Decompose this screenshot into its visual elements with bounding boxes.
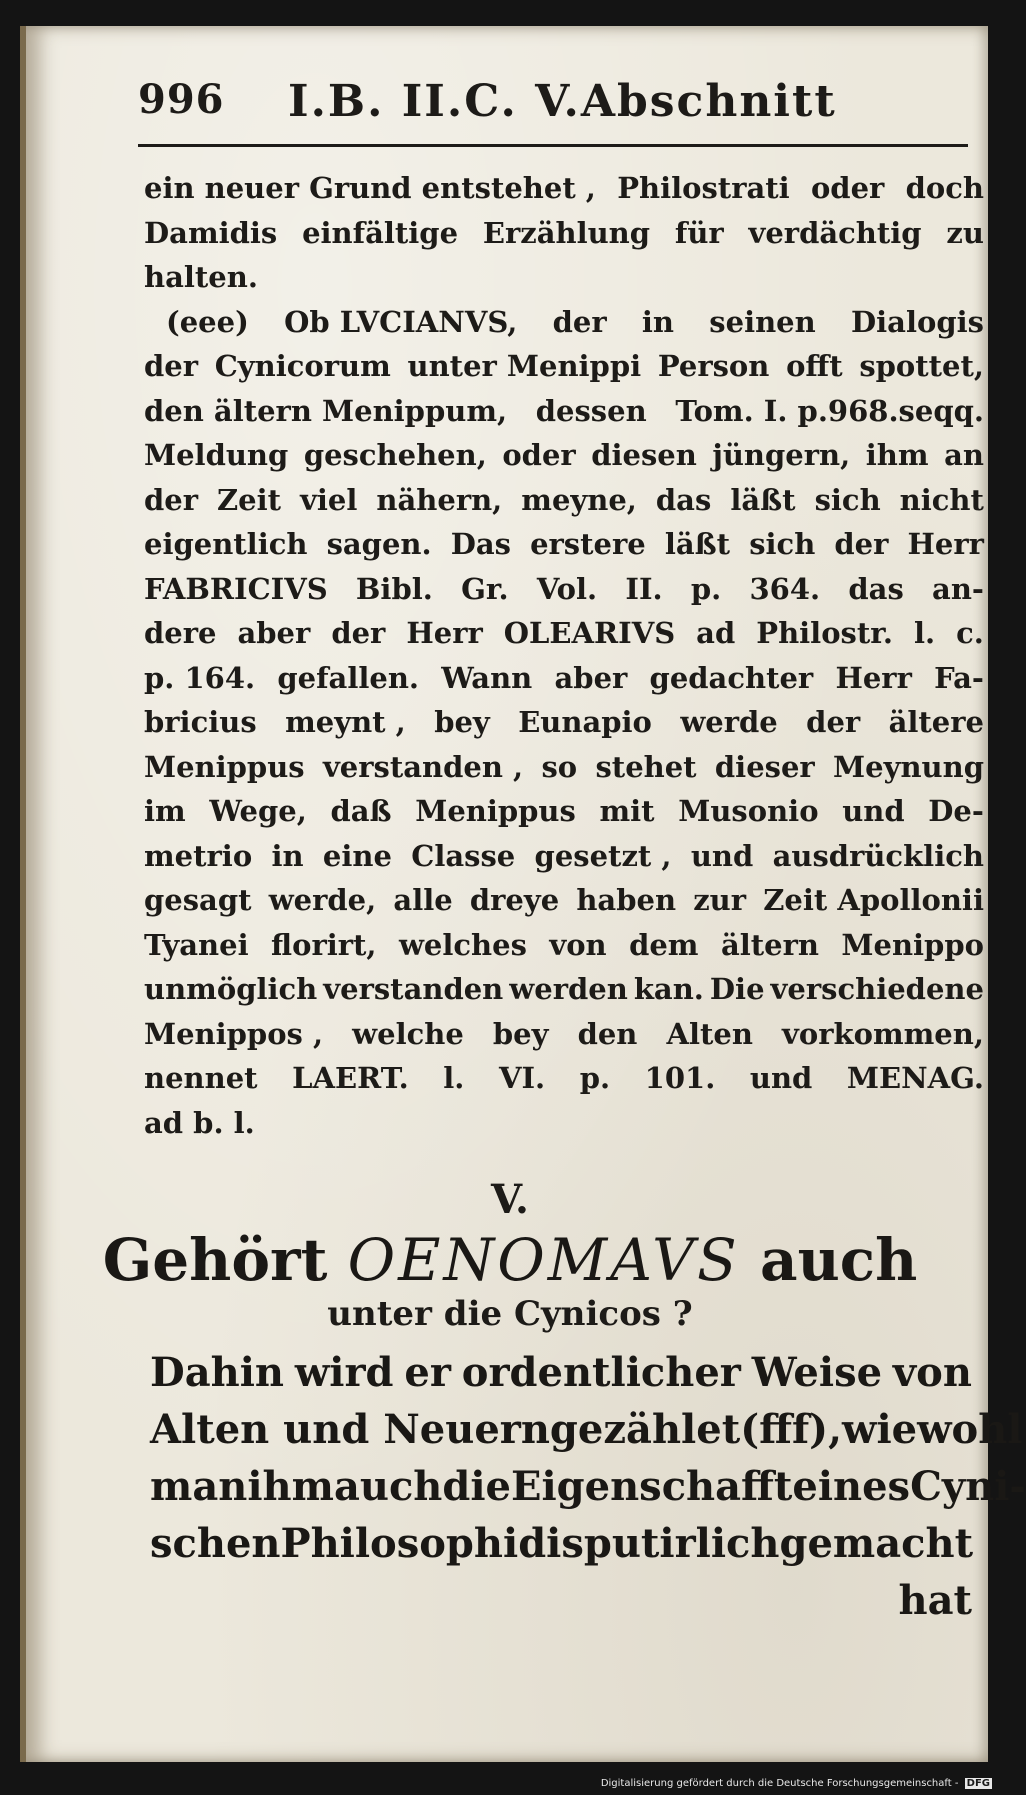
text-segment: von <box>892 1349 972 1396</box>
text-line <box>144 1056 984 1101</box>
text-segment: ad b. l. <box>144 1105 255 1140</box>
text-segment: Zeit <box>217 482 282 517</box>
text-line <box>144 522 984 567</box>
text-segment: Alten <box>666 1016 753 1051</box>
running-title: I.B. II.C. V.Abschnitt <box>288 76 837 127</box>
text-segment: (fff), <box>740 1406 843 1453</box>
text-segment: Cyni- <box>910 1463 1026 1510</box>
text-segment: dem <box>629 927 699 962</box>
text-segment: der <box>144 349 199 383</box>
text-segment: dere <box>144 616 217 650</box>
text-segment: an- <box>932 571 984 606</box>
text-segment: Classe <box>411 838 516 873</box>
text-line <box>144 878 984 923</box>
text-segment: ein neuer Grund entstehet , <box>144 171 596 205</box>
text-segment: aber <box>554 660 628 695</box>
text-segment: meynt , <box>285 705 406 739</box>
text-segment: ältere <box>888 705 984 739</box>
text-segment: (eee) <box>166 304 249 339</box>
text-segment: Fa- <box>934 660 984 695</box>
text-segment: nicht <box>899 482 984 517</box>
text-segment: gesetzt , <box>534 838 672 873</box>
text-segment: MENAG. <box>846 1061 984 1095</box>
text-segment: VI. <box>498 1061 546 1095</box>
text-segment: alle <box>393 883 453 917</box>
text-line <box>144 478 984 523</box>
digitization-credit <box>601 1778 992 1789</box>
text-segment: verstanden , <box>322 749 524 784</box>
text-segment: welche <box>352 1016 464 1051</box>
text-line <box>144 923 984 968</box>
text-segment: und <box>749 1061 813 1095</box>
text-segment: Weise <box>751 1349 883 1396</box>
text-segment: sich <box>814 482 881 517</box>
text-segment: Damidis <box>144 215 278 250</box>
text-segment: dieser <box>714 749 815 784</box>
text-segment: eine <box>322 838 392 873</box>
text-segment: jüngern, <box>712 438 851 472</box>
text-segment: verschiedene <box>770 972 984 1006</box>
text-segment: werde, <box>268 883 377 917</box>
text-segment: bricius <box>144 705 257 739</box>
text-segment: das <box>655 482 712 517</box>
text-segment: Herr <box>835 660 912 695</box>
heading-name: OENOMAVS <box>347 1226 740 1294</box>
text-segment: Philosophi <box>280 1520 519 1567</box>
text-line <box>144 255 984 300</box>
text-segment: die <box>442 1463 511 1510</box>
text-segment: an <box>944 438 984 472</box>
text-segment: Zeit Apollonii <box>763 883 984 917</box>
text-segment: Dialogis <box>851 304 984 339</box>
text-segment: Bibl. <box>355 571 433 606</box>
text-line <box>144 433 984 478</box>
text-line <box>144 166 984 211</box>
section-number: V. <box>491 1176 529 1223</box>
text-segment: gefallen. <box>277 660 420 695</box>
section-subheading: unter die Cynicos ? <box>327 1294 693 1334</box>
section-heading <box>26 1226 994 1294</box>
text-segment: schen <box>150 1520 281 1567</box>
text-segment: verstanden <box>323 972 504 1006</box>
text-segment: ihm <box>247 1463 334 1510</box>
text-segment: De- <box>928 794 984 828</box>
text-line <box>144 344 984 389</box>
text-segment: gesagt <box>144 883 252 917</box>
text-segment: wiewohl <box>842 1406 1023 1453</box>
text-segment: Musonio <box>678 794 819 828</box>
text-segment: spottet, <box>859 349 984 383</box>
text-segment: zur <box>693 883 747 917</box>
text-segment: 364. <box>749 571 821 606</box>
text-segment: geschehen, <box>303 438 487 472</box>
text-segment: welches <box>398 927 527 962</box>
text-segment: ausdrücklich <box>772 838 984 873</box>
text-segment: unter Menippi <box>407 349 642 383</box>
text-line <box>144 1101 984 1146</box>
text-segment: werden <box>509 972 628 1006</box>
text-segment: vorkommen, <box>782 1016 984 1051</box>
text-line <box>144 834 984 879</box>
text-segment: kan. <box>633 972 704 1006</box>
text-segment: p. 164. <box>144 660 256 695</box>
text-segment: den ältern Menippum, <box>144 393 508 428</box>
text-line <box>144 300 984 345</box>
text-segment: eines <box>792 1463 911 1510</box>
heading-word-post: auch <box>760 1226 918 1294</box>
text-segment: II. <box>625 571 663 606</box>
text-segment: LAERT. <box>292 1061 409 1095</box>
text-segment: ältern <box>720 927 819 962</box>
text-line <box>144 211 984 256</box>
text-segment: Ob LVCIANVS, <box>284 304 518 339</box>
text-line <box>144 389 984 434</box>
text-segment: Herr <box>406 616 483 650</box>
text-segment: Meldung <box>144 438 289 472</box>
text-segment: Philostrati <box>617 171 790 205</box>
text-segment: Tom. I. p.968.seqq. <box>675 393 984 428</box>
text-segment: im <box>144 794 186 828</box>
text-segment: erstere <box>530 527 646 561</box>
text-segment: Menippos , <box>144 1016 324 1051</box>
text-segment: Gr. <box>461 571 509 606</box>
text-segment: p. <box>690 571 722 606</box>
text-segment: Das <box>450 527 511 561</box>
text-segment: der <box>144 482 199 517</box>
dfg-logo: DFG <box>966 1778 990 1789</box>
text-segment: gezählet <box>549 1406 741 1453</box>
text-line <box>144 967 984 1012</box>
text-segment: Herr <box>907 527 984 561</box>
text-segment: gedachter <box>649 660 814 695</box>
text-segment: bey <box>492 1016 549 1051</box>
text-segment: ad <box>696 616 736 650</box>
text-line <box>144 567 984 612</box>
text-segment: Cynicorum <box>214 349 391 383</box>
text-segment: daß <box>330 794 392 828</box>
text-segment: Menippus <box>144 749 305 784</box>
text-segment: hat <box>898 1577 972 1624</box>
text-segment: wird <box>294 1349 394 1396</box>
text-line <box>144 1012 984 1057</box>
text-segment: läßt <box>730 482 796 517</box>
text-segment: läßt <box>664 527 731 561</box>
text-segment: Alten und Neuern <box>150 1406 550 1453</box>
text-segment: Wege, <box>209 794 307 828</box>
text-segment: einfältige <box>302 215 459 250</box>
text-segment: c. <box>956 616 984 650</box>
text-segment: der <box>552 304 607 339</box>
text-segment: Eunapio <box>518 705 652 739</box>
text-segment: dessen <box>535 393 647 428</box>
text-segment: unmöglich <box>144 972 318 1006</box>
text-segment: oder <box>810 171 885 205</box>
text-segment: metrio <box>144 838 253 873</box>
footnote-eee <box>144 166 984 1145</box>
text-segment: florirt, <box>271 927 377 962</box>
text-segment: doch <box>905 171 984 205</box>
text-segment: aber <box>237 616 311 650</box>
text-segment: FABRICIVS <box>144 571 328 606</box>
text-segment: p. <box>579 1061 611 1095</box>
text-line <box>144 745 984 790</box>
text-segment: so <box>541 749 578 784</box>
text-segment: für <box>674 215 724 250</box>
text-segment: verdächtig <box>748 215 922 250</box>
text-segment: er <box>404 1349 451 1396</box>
text-segment: Philostr. <box>756 616 893 650</box>
text-segment: auch <box>333 1463 443 1510</box>
body-paragraph <box>150 1344 1026 1629</box>
text-line <box>144 611 984 656</box>
text-line <box>144 700 984 745</box>
text-segment: Vol. <box>536 571 598 606</box>
text-segment: halten. <box>144 260 258 294</box>
text-segment: eigentlich <box>144 527 308 561</box>
text-segment: ordentlicher <box>461 1349 741 1396</box>
text-segment: den <box>577 1016 638 1051</box>
text-segment: sich <box>749 527 816 561</box>
text-segment: in <box>271 838 304 873</box>
text-segment: stehet <box>595 749 697 784</box>
text-segment: Tyanei <box>144 927 249 962</box>
text-line <box>144 656 984 701</box>
text-segment: nennet <box>144 1061 258 1095</box>
text-segment: l. <box>913 616 936 650</box>
text-segment: viel <box>300 482 358 517</box>
header-rule <box>138 144 968 147</box>
text-segment: von <box>549 927 607 962</box>
text-segment: diesen <box>591 438 697 472</box>
text-segment: meyne, <box>521 482 637 517</box>
text-segment: ihm <box>865 438 929 472</box>
text-segment: zu <box>946 215 984 250</box>
text-segment: man <box>150 1463 248 1510</box>
text-segment: Dahin <box>150 1349 284 1396</box>
text-segment: mit <box>599 794 655 828</box>
heading-word-pre: Gehört <box>102 1226 328 1294</box>
text-segment: haben <box>576 883 677 917</box>
text-segment: Eigenschafft <box>511 1463 793 1510</box>
text-line <box>150 1515 972 1572</box>
text-segment: Menippo <box>841 927 984 962</box>
text-line <box>150 1572 972 1629</box>
text-segment: sagen. <box>326 527 432 561</box>
text-segment: Wann <box>441 660 533 695</box>
page-number: 996 <box>138 76 225 123</box>
text-line <box>150 1458 1026 1515</box>
text-segment: der <box>806 705 861 739</box>
text-segment: der <box>834 527 889 561</box>
credit-text: Digitalisierung gefördert durch die Deutsche Forschungsgemeinschaft - <box>600 1778 959 1789</box>
text-line <box>144 789 984 834</box>
text-segment: dreye <box>469 883 560 917</box>
text-line <box>150 1401 1023 1458</box>
text-segment: und <box>690 838 754 873</box>
text-segment: in <box>641 304 675 339</box>
text-segment: das <box>848 571 904 606</box>
text-segment: 101. <box>644 1061 716 1095</box>
text-line <box>150 1344 972 1401</box>
text-segment: oder <box>502 438 576 472</box>
text-segment: Menippus <box>415 794 576 828</box>
text-segment: Die <box>709 972 765 1006</box>
text-segment: bey <box>434 705 490 739</box>
text-segment: OLEARIVS <box>503 616 676 650</box>
text-segment: l. <box>443 1061 465 1095</box>
text-segment: gemacht <box>779 1520 974 1567</box>
text-segment: Erzählung <box>482 215 651 250</box>
text-segment: disputirlich <box>518 1520 780 1567</box>
text-segment: Meynung <box>833 749 984 784</box>
text-segment: seinen <box>709 304 816 339</box>
text-segment: werde <box>680 705 778 739</box>
text-segment: der <box>331 616 386 650</box>
book-page <box>20 26 1026 1762</box>
text-segment: und <box>842 794 905 828</box>
text-segment: offt <box>786 349 843 383</box>
text-segment: nähern, <box>376 482 503 517</box>
text-segment: Person <box>657 349 770 383</box>
